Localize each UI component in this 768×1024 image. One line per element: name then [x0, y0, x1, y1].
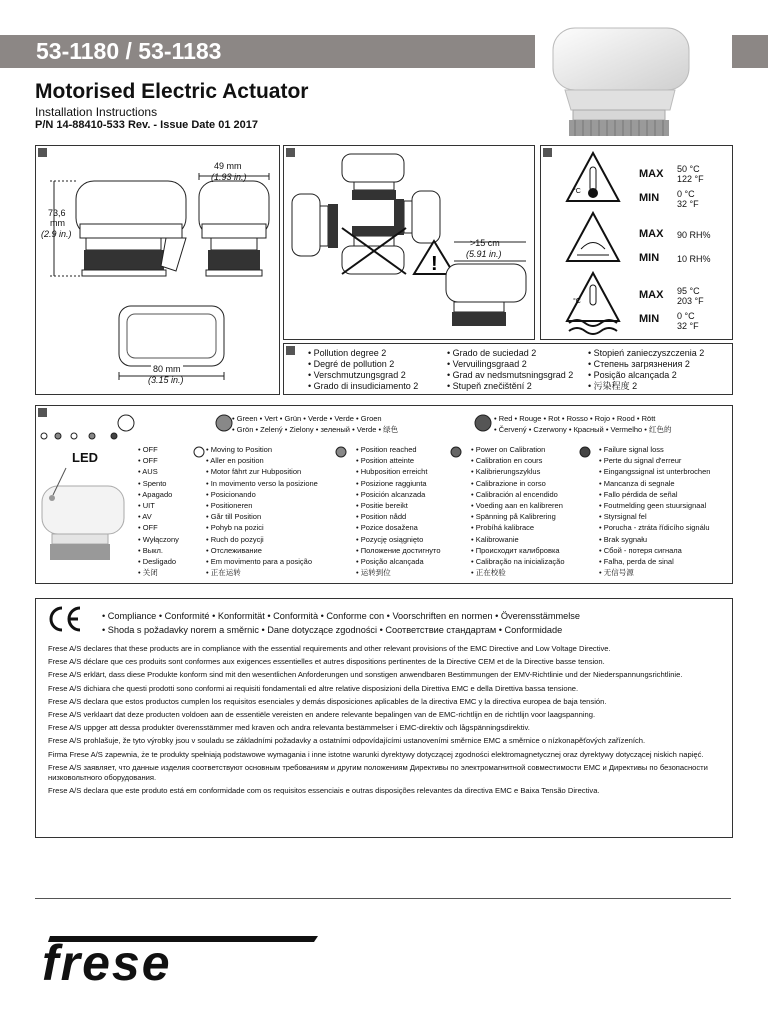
reached-item: • Pozycję osiągnięto — [356, 534, 424, 544]
moving-item: • Motor fährt zur Hubposition — [206, 467, 302, 477]
environment-icons — [563, 151, 633, 336]
pollution-item: • Stupeň znečištění 2 — [447, 381, 532, 391]
pollution-col-2 — [447, 348, 573, 392]
pollution-item: • Pollution degree 2 — [308, 348, 387, 358]
depth-in: (3.15 in.) — [148, 375, 184, 385]
water-max-label: MAX — [639, 289, 664, 301]
humidity-max: 90 RH% — [677, 230, 711, 240]
humidity-min: 10 RH% — [677, 254, 711, 264]
frese-logo-mark — [38, 928, 318, 984]
model-number: 53-1180 / 53-1183 — [36, 38, 222, 64]
reached-item: • Pozice dosažena — [356, 523, 418, 533]
failure-column — [599, 444, 710, 578]
reached-item: • Hubposition erreicht — [356, 467, 428, 477]
compliance-paragraph: Frese A/S erklärt, dass diese Produkte konform sind mit den wesentlichen Anforderungen und sonstigen anwendbaren Bestimmungen der EMV-Richtlinie und der Niederspannungsrichtlinie. — [48, 670, 683, 680]
calibration-item: • Происходит калибровка — [471, 545, 560, 555]
dimensions-drawing — [36, 146, 279, 394]
environment-panel — [540, 145, 733, 340]
water-max-c: 95 °C — [677, 286, 700, 296]
svg-text:°C: °C — [573, 188, 581, 195]
pollution-item: • Степень загрязнения 2 — [588, 359, 690, 369]
failure-item: • Mancanza di segnale — [599, 478, 675, 488]
moving-item: • Ruch do pozycji — [206, 534, 264, 544]
calibration-item: • Kalibrierungszyklus — [471, 467, 541, 477]
compliance-paragraph: Frese A/S dichiara che questi prodotti sono conformi ai requisiti fondamentali ed altre relative disposizioni della Direttiva EMC e della Direttiva bassa tensione. — [48, 683, 579, 693]
calibration-item: • Voeding aan en kalibreren — [471, 501, 563, 511]
temp-min-c: 0 °C — [677, 189, 695, 199]
product-photo — [545, 20, 695, 140]
failure-item: • Perte du signal d'erreur — [599, 456, 682, 466]
moving-item: • Aller en position — [206, 456, 264, 466]
reached-item: • Posizione raggiunta — [356, 478, 427, 488]
led-label: LED — [72, 450, 98, 465]
depth-mm: 80 mm — [153, 364, 181, 374]
width-mm: 49 mm — [214, 161, 242, 171]
pollution-item: • Verschmutzungsgrad 2 — [308, 370, 406, 380]
calibration-item: • Calibration en cours — [471, 456, 543, 466]
off-item: • UIT — [138, 501, 155, 511]
failure-item: • Brak sygnału — [599, 534, 648, 544]
clearance-cm: >15 cm — [470, 238, 500, 248]
pollution-item: • Degré de pollution 2 — [308, 359, 395, 369]
compliance-paragraph: Frese A/S déclare que ces produits sont conformes aux exigences essentielles et autres dispositions pertinentes de la Directive CEM et de la Directive basse tension. — [48, 657, 605, 667]
reached-item: • Положение достигнуто — [356, 545, 441, 555]
calibration-column — [471, 444, 565, 578]
failure-item: • Eingangssignal ist unterbrochen — [599, 467, 711, 477]
red-line-2: • Červený • Czerwony • Красный • Vermelho • 红色的 — [494, 425, 672, 434]
reached-item: • Position atteinte — [356, 456, 415, 466]
height-in: (2.9 in.) — [41, 229, 72, 239]
calibration-item: • Spänning på Kalibrering — [471, 512, 556, 522]
moving-item: • Positioneren — [206, 501, 253, 511]
temp-min-label: MIN — [639, 192, 660, 204]
moving-item: • Moving to Position — [206, 445, 272, 454]
pollution-col-1 — [308, 348, 418, 392]
pollution-panel — [283, 343, 733, 395]
moving-item: • 正在运转 — [206, 568, 241, 578]
mounting-panel — [283, 145, 535, 340]
compliance-paragraph: Frese A/S uppger att dessa produkter överensstämmer med kraven och andra relevanta bestämmelser i EMC-direktiv och lågspänningsdirektiv. — [48, 723, 530, 733]
moving-item: • Går till Position — [206, 512, 262, 522]
logo-text: frese — [42, 935, 172, 984]
compliance-text — [48, 644, 724, 796]
off-item: • 关闭 — [138, 568, 158, 578]
compliance-line-1: • Compliance • Conformité • Konformität • Conformità • Conforme con • Voorschriften en normen • Överensstämmelse — [102, 611, 580, 621]
off-item: • Apagado — [138, 489, 173, 499]
height-mm-2: mm — [50, 218, 65, 228]
clearance-in: (5.91 in.) — [466, 249, 502, 259]
water-min-c: 0 °C — [677, 311, 695, 321]
off-item: • Wyłączony — [138, 534, 179, 544]
calibration-item: • Kalibrowanie — [471, 534, 519, 544]
document-title: Motorised Electric Actuator — [35, 80, 309, 103]
failure-item: • Foutmelding geen stuursignaal — [599, 501, 707, 511]
off-column — [138, 444, 179, 578]
model-banner — [0, 35, 535, 68]
pollution-item: • Stopień zanieczyszczenia 2 — [588, 348, 705, 358]
humidity-min-label: MIN — [639, 252, 660, 264]
reached-item: • Posición alcanzada — [356, 489, 426, 499]
ce-mark-icon — [44, 605, 84, 633]
off-item: • Spento — [138, 478, 167, 488]
failure-item: • 无信号源 — [599, 568, 634, 578]
pollution-item: • 污染程度 2 — [588, 381, 638, 391]
pollution-item: • Vervuilingsgraad 2 — [447, 359, 527, 369]
document-subtitle: Installation Instructions — [35, 105, 158, 119]
led-panel — [35, 405, 733, 584]
pollution-item: • Grado de suciedad 2 — [447, 348, 537, 358]
pollution-col-3 — [588, 348, 704, 392]
off-item: • OFF — [138, 445, 158, 454]
off-item: • OFF — [138, 523, 158, 533]
water-min-label: MIN — [639, 313, 660, 325]
panel-marker — [286, 346, 295, 355]
reached-item: • Positie bereikt — [356, 501, 408, 511]
footer-divider — [35, 898, 731, 899]
humidity-max-label: MAX — [639, 228, 664, 240]
moving-item: • Отслеживание — [206, 545, 262, 555]
reached-column — [356, 444, 441, 578]
frese-logo — [38, 928, 318, 984]
pollution-item: • Grad av nedsmutsningsgrad 2 — [447, 370, 574, 380]
temp-max-c: 50 °C — [677, 164, 700, 174]
banner-end — [732, 35, 768, 68]
water-min-f: 32 °F — [677, 321, 699, 331]
failure-item: • Fallo pérdida de señal — [599, 489, 678, 499]
temp-max-label: MAX — [639, 168, 664, 180]
part-number: P/N 14-88410-533 Rev. - Issue Date 01 2017 — [35, 119, 258, 131]
compliance-paragraph: Frese A/S verklaart dat deze producten voldoen aan de essentiële vereisten en andere relevante bepalingen van de EMC-richtlijn en de richtlijn voor laagspanning. — [48, 710, 596, 720]
calibration-item: • Calibrazione in corso — [471, 478, 546, 488]
green-line-2: • Grön • Zelený • Zielony • зеленый • Verde • 绿色 — [232, 425, 399, 434]
off-item: • Desligado — [138, 557, 177, 567]
reached-item: • Position reached — [356, 445, 417, 454]
calibration-item: • 正在校验 — [471, 568, 506, 578]
moving-item: • In movimento verso la posizione — [206, 478, 318, 488]
failure-item: • Styrsignal fel — [599, 512, 647, 522]
calibration-item: • Probíhá kalibrace — [471, 523, 535, 533]
dimensions-panel — [35, 145, 280, 395]
moving-item: • Pohyb na pozici — [206, 523, 264, 533]
calibration-item: • Calibração na inicialização — [471, 557, 565, 567]
water-max-f: 203 °F — [677, 296, 704, 306]
failure-item: • Failure signal loss — [599, 445, 664, 454]
temp-max-f: 122 °F — [677, 174, 704, 184]
svg-text:!: ! — [431, 253, 438, 275]
moving-column — [206, 444, 318, 578]
pollution-item: • Grado di insudiciamento 2 — [308, 381, 419, 391]
height-mm-1: 73,6 — [48, 208, 66, 218]
green-line-1: • Green • Vert • Grün • Verde • Verde • Groen — [232, 414, 382, 423]
compliance-paragraph: Frese A/S prohlašuje, že tyto výrobky jsou v souladu se základními požadavky a ostatními odpovídajícími ustanoveními směrnice EMC a směrnice o nízkonapěťových zařízeních. — [48, 736, 646, 746]
reached-item: • Posição alcançada — [356, 557, 424, 567]
compliance-paragraph: Frese A/S declara que estos productos cumplen los requisitos esenciales y demás disposiciones aplicables de la directiva EMC y la directiva europea de baja tensión. — [48, 696, 607, 706]
failure-item: • Porucha - ztráta řídicího signálu — [599, 523, 710, 533]
off-item: • Выкл. — [138, 545, 163, 555]
reached-item: • Position nådd — [356, 512, 407, 522]
compliance-paragraph: Frese A/S declares that these products are in compliance with the essential requirements and other relevant provisions of the EMC Directive and Low Voltage Directive. — [48, 644, 611, 653]
moving-item: • Posicionando — [206, 489, 256, 499]
compliance-paragraph: Frese A/S заявляет, что данные изделия соответствуют основным требованиям и другим положениям Директивы по электромагнитной совместимости EMC и Директивы по безопасности низковольтного оборудования. — [48, 762, 708, 783]
calibration-item: • Calibración al encendido — [471, 489, 558, 499]
off-item: • AUS — [138, 467, 158, 477]
temp-min-f: 32 °F — [677, 199, 699, 209]
moving-item: • Em movimento para a posição — [206, 557, 313, 567]
compliance-panel — [35, 598, 733, 838]
failure-item: • Сбой - потеря сигнала — [599, 545, 682, 555]
reached-item: • 运转到位 — [356, 568, 391, 578]
failure-item: • Falha, perda de sinal — [599, 557, 674, 567]
red-line-1: • Red • Rouge • Rot • Rosso • Rojo • Rood • Rött — [494, 414, 656, 423]
off-item: • AV — [138, 512, 152, 522]
compliance-line-2: • Shoda s požadavky norem a směrnic • Dane dotyczące zgodności • Соответствие стандартам • Conformidade — [102, 625, 563, 635]
calibration-item: • Power on Calibration — [471, 445, 546, 454]
compliance-paragraph: Frese A/S declara que este produto está em conformidade com os requisitos essenciais e outras disposições relevantes da directiva EMC e Baixa Tensão Directiva. — [48, 786, 600, 796]
off-item: • OFF — [138, 456, 158, 466]
panel-marker — [543, 148, 552, 157]
compliance-paragraph: Firma Frese A/S zapewnia, że te produkty spełniają podstawowe wymagania i inne istotne warunki dyrektywy dotyczącej zgodności elektromagnetycznej oraz dyrektywy dotyczącej niskich napięć. — [48, 749, 704, 759]
pollution-item: • Posição alcançada 2 — [588, 370, 677, 380]
width-in: (1.93 in.) — [211, 172, 247, 182]
svg-text:°C: °C — [573, 298, 581, 305]
